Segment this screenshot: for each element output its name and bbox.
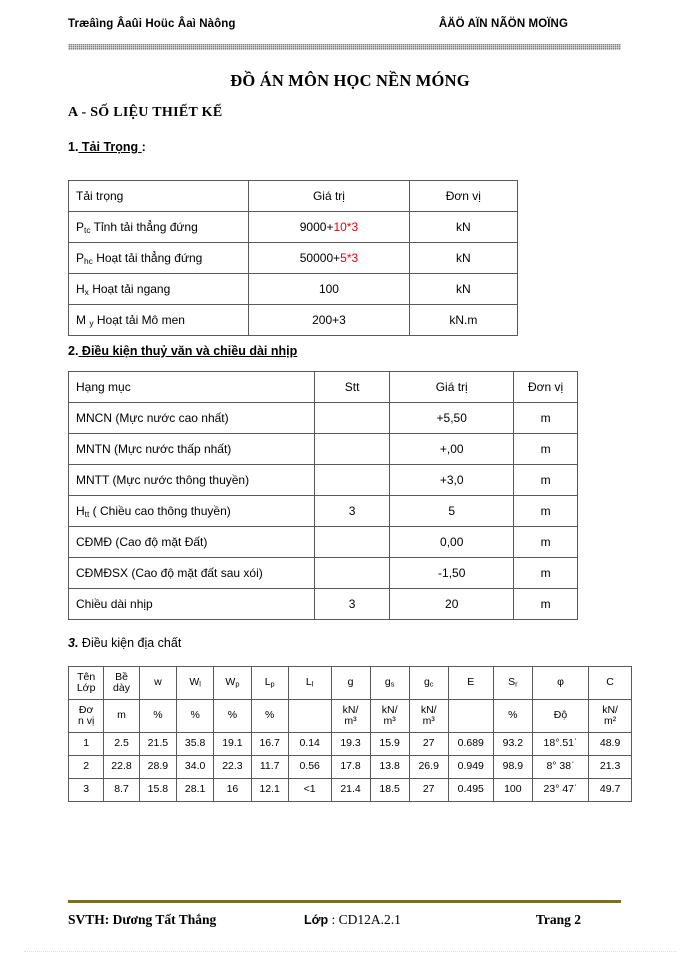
heading-3-number: 3.: [68, 636, 79, 650]
hydro-row-value: 5: [390, 496, 514, 527]
loads-row-value: [249, 274, 410, 305]
geo-col-w: w: [139, 667, 176, 700]
table-header-row-units: [69, 700, 632, 733]
geo-col-g: g: [331, 667, 370, 700]
geo-cell: 3: [69, 779, 104, 802]
geo-cell: 21.5: [139, 733, 176, 756]
geo-cell: 11.7: [251, 756, 288, 779]
geo-cell: 15.8: [139, 779, 176, 802]
row-label: ( Chiều cao thông thuyền): [89, 503, 231, 518]
hydro-row-value: +3,0: [390, 465, 514, 496]
hydro-row-value: 0,00: [390, 527, 514, 558]
symbol-subscript: hc: [84, 255, 93, 266]
table-row: [69, 496, 578, 527]
geo-cell: 27: [409, 779, 448, 802]
geo-cell: 8° 38ˈ: [532, 756, 588, 779]
symbol: M: [76, 312, 86, 327]
geo-cell: 19.3: [331, 733, 370, 756]
loads-row-unit: kN: [409, 243, 517, 274]
geo-cell: 2.5: [104, 733, 139, 756]
table-row: [69, 274, 518, 305]
loads-col-name: Tải trọng: [69, 181, 249, 212]
row-label: CĐMĐ (Cao độ mặt Đất): [76, 534, 208, 549]
geo-cell: 17.8: [331, 756, 370, 779]
geo-unit-thickness: m: [104, 700, 139, 733]
geo-col-gc: $g_c$: [409, 667, 448, 700]
table-row: [69, 558, 578, 589]
geo-cell: 22.8: [104, 756, 139, 779]
hydro-col-unit: Đơn vị: [514, 372, 578, 403]
geo-cell: 2: [69, 756, 104, 779]
table-header-row: [69, 372, 578, 403]
value-plain: 200+3: [312, 313, 346, 327]
geo-cell: 0.14: [288, 733, 331, 756]
geo-cell: 100: [493, 779, 532, 802]
table-row: [69, 465, 578, 496]
heading-1-number: 1.: [68, 140, 79, 154]
row-label: Hoạt tải thẳng đứng: [96, 250, 203, 265]
geo-unit-gs: kN/ m³: [370, 700, 409, 733]
value-highlight: 5*3: [340, 251, 359, 265]
loads-col-value: Giá trị: [249, 181, 410, 212]
table-header-row: [69, 181, 518, 212]
hydro-row-stt: 3: [315, 589, 390, 620]
geo-cell: 93.2: [493, 733, 532, 756]
symbol-subscript: y: [89, 317, 94, 328]
hydro-col-item: Hạng mục: [69, 372, 315, 403]
geo-cell: 98.9: [493, 756, 532, 779]
hydro-row-unit: m: [514, 403, 578, 434]
hydro-row-item: [69, 527, 315, 558]
geo-unit-wp: %: [214, 700, 251, 733]
geo-unit-gc: kN/ m³: [409, 700, 448, 733]
section-a-heading: A - SỐ LIỆU THIẾT KẾ: [68, 105, 223, 120]
geo-unit-layer: Đơ n vị: [69, 700, 104, 733]
table-row: [69, 527, 578, 558]
hydro-col-stt: Stt: [315, 372, 390, 403]
hydrology-table: [68, 371, 578, 620]
loads-table: [68, 180, 518, 336]
hydro-row-unit: m: [514, 496, 578, 527]
geo-cell: 27: [409, 733, 448, 756]
geo-cell: 35.8: [177, 733, 214, 756]
hydro-row-value: +,00: [390, 434, 514, 465]
footer-class-label: Lớp: [304, 913, 329, 927]
geo-col-wl: $W_l$: [177, 667, 214, 700]
loads-row-unit: kN: [409, 212, 517, 243]
heading-dia-chat: [68, 636, 181, 650]
geo-cell: 26.9: [409, 756, 448, 779]
loads-col-unit: Đơn vị: [409, 181, 517, 212]
row-label: Chiều dài nhịp: [76, 596, 153, 611]
geo-unit-e: [448, 700, 493, 733]
geo-cell: 0.949: [448, 756, 493, 779]
heading-2-number: 2.: [68, 344, 79, 358]
symbol-subscript: x: [84, 286, 89, 297]
geo-col-gs: $g_s$: [370, 667, 409, 700]
header-rule: [68, 44, 621, 50]
loads-row-unit: kN.m: [409, 305, 517, 336]
header-right-text: ÂÄÖ AÏN NÃÖN MOÏNG: [438, 18, 568, 30]
page-bottom-edge: [24, 951, 676, 952]
geo-cell: 1: [69, 733, 104, 756]
row-label: MNTT (Mực nước thông thuyền): [76, 472, 250, 487]
loads-row-name: [69, 243, 249, 274]
geo-cell: 21.3: [589, 756, 632, 779]
geo-col-ll: $L_l$: [288, 667, 331, 700]
table-header-row-symbols: [69, 667, 632, 700]
geo-cell: 19.1: [214, 733, 251, 756]
value-plain: 9000+: [299, 220, 334, 234]
footer-page-number: Trang 2: [535, 912, 581, 927]
loads-row-name: [69, 274, 249, 305]
geo-cell: 0.495: [448, 779, 493, 802]
geo-cell: 0.689: [448, 733, 493, 756]
row-label: Tỉnh tải thẳng đứng: [93, 219, 198, 234]
geology-table: [68, 666, 632, 802]
geo-unit-wl: %: [177, 700, 214, 733]
header-left-text: Træâìng Âaûi Hoüc Âaì Nàông: [68, 18, 236, 30]
geo-cell: 12.1: [251, 779, 288, 802]
geo-cell: 13.8: [370, 756, 409, 779]
geo-cell: 22.3: [214, 756, 251, 779]
geo-cell: <1: [288, 779, 331, 802]
geo-cell: 15.9: [370, 733, 409, 756]
hydro-row-unit: m: [514, 465, 578, 496]
page-title: ĐỒ ÁN MÔN HỌC NỀN MÓNG: [230, 71, 470, 90]
hydro-row-value: +5,50: [390, 403, 514, 434]
heading-thuy-van: [68, 344, 297, 358]
symbol-subscript: tc: [84, 224, 91, 235]
loads-row-name: [69, 212, 249, 243]
geo-cell: 49.7: [589, 779, 632, 802]
symbol: P: [76, 250, 85, 265]
hydro-row-unit: m: [514, 434, 578, 465]
geo-unit-ll: [288, 700, 331, 733]
hydro-row-value: 20: [390, 589, 514, 620]
heading-2-text: Điều kiện thuỷ văn và chiều dài nhịp: [81, 344, 298, 358]
row-label: CĐMĐSX (Cao độ mặt đất sau xói): [76, 565, 263, 580]
hydro-row-unit: m: [514, 527, 578, 558]
geo-cell: 21.4: [331, 779, 370, 802]
hydro-row-value: -1,50: [390, 558, 514, 589]
running-footer: [68, 912, 621, 932]
footer-student-name: SVTH: Dương Tất Thắng: [68, 912, 217, 927]
table-row: [69, 733, 632, 756]
symbol: P: [76, 219, 85, 234]
hydro-row-item: [69, 434, 315, 465]
hydro-col-value: Giá trị: [390, 372, 514, 403]
geo-col-c: C: [589, 667, 632, 700]
geo-cell: 23° 47ˈ: [532, 779, 588, 802]
hydro-row-item: [69, 403, 315, 434]
hydro-row-unit: m: [514, 589, 578, 620]
table-row: [69, 589, 578, 620]
geo-col-layer: Tên Lớp: [69, 667, 104, 700]
geo-cell: 28.9: [139, 756, 176, 779]
table-row: [69, 779, 632, 802]
hydro-row-item: [69, 465, 315, 496]
geo-col-lp: $L_p$: [251, 667, 288, 700]
footer-rule: [68, 900, 621, 903]
table-row: [69, 756, 632, 779]
geo-unit-w: %: [139, 700, 176, 733]
geo-col-e: E: [448, 667, 493, 700]
table-row: [69, 212, 518, 243]
geo-cell: 48.9: [589, 733, 632, 756]
geo-col-wp: $W_p$: [214, 667, 251, 700]
hydro-row-stt: [315, 527, 390, 558]
heading-1-colon: :: [141, 140, 146, 154]
symbol-subscript: tt: [84, 508, 90, 519]
geo-unit-lp: %: [251, 700, 288, 733]
value-plain: 50000+: [299, 251, 341, 265]
geo-cell: 28.1: [177, 779, 214, 802]
geo-col-sr: $S_r$: [493, 667, 532, 700]
loads-row-unit: kN: [409, 274, 517, 305]
loads-row-value: [249, 305, 410, 336]
geo-unit-g: kN/ m³: [331, 700, 370, 733]
value-highlight: 10*3: [333, 220, 359, 234]
hydro-row-item: [69, 589, 315, 620]
table-row: [69, 403, 578, 434]
hydro-row-stt: [315, 434, 390, 465]
geo-cell: 16.7: [251, 733, 288, 756]
row-label: MNCN (Mực nước cao nhất): [76, 410, 229, 425]
heading-1-text: Tải Trọng: [81, 140, 139, 154]
hydro-row-item: [69, 558, 315, 589]
hydro-row-stt: 3: [315, 496, 390, 527]
hydro-row-stt: [315, 465, 390, 496]
hydro-row-item: [69, 496, 315, 527]
geo-unit-c: kN/ m²: [589, 700, 632, 733]
geo-col-phi: φ: [532, 667, 588, 700]
geo-cell: 34.0: [177, 756, 214, 779]
table-row: [69, 305, 518, 336]
geo-cell: 8.7: [104, 779, 139, 802]
geo-cell: 18.5: [370, 779, 409, 802]
loads-row-value: [249, 243, 410, 274]
row-label: MNTN (Mực nước thấp nhất): [76, 441, 232, 456]
geo-cell: 16: [214, 779, 251, 802]
loads-row-name: [69, 305, 249, 336]
footer-class: [304, 912, 401, 928]
geo-col-thickness: Bề dày: [104, 667, 139, 700]
hydro-row-unit: m: [514, 558, 578, 589]
heading-tai-trong: [68, 140, 146, 154]
geo-unit-sr: %: [493, 700, 532, 733]
row-label: Hoạt tải Mô men: [96, 312, 185, 327]
symbol: H: [76, 281, 85, 296]
running-header: [68, 18, 630, 30]
value-plain: 100: [318, 282, 339, 296]
table-row: [69, 434, 578, 465]
hydro-row-stt: [315, 558, 390, 589]
hydro-row-stt: [315, 403, 390, 434]
geo-cell: 0.56: [288, 756, 331, 779]
loads-row-value: [249, 212, 410, 243]
footer-class-value: : CD12A.2.1: [331, 912, 401, 927]
geo-cell: 18°.51ˈ: [532, 733, 588, 756]
row-label: Hoạt tải ngang: [92, 281, 171, 296]
heading-3-text: Điều kiện địa chất: [81, 636, 182, 650]
table-row: [69, 243, 518, 274]
symbol: H: [76, 503, 85, 518]
geo-unit-phi: Độ: [532, 700, 588, 733]
